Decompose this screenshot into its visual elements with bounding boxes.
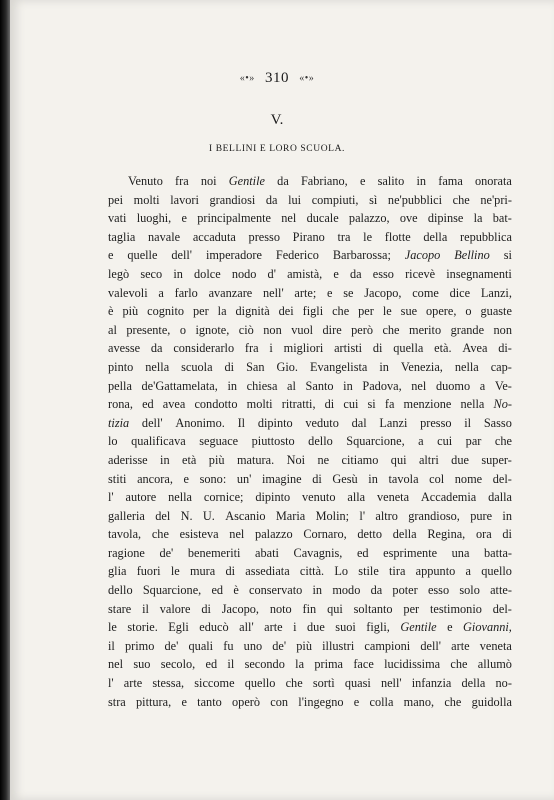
text-line: pei molti lavori grandiosi da lui compiuti, sì ne'pubblici che ne'pri- [108,192,512,207]
text-line: pinto nella scuola di San Gio. Evangelista in Venezia, nella cap- [108,359,512,374]
text-line: l' autore nella cornice; dipinto venuto alla veneta Accademia dalla [108,490,512,505]
text-line: il primo de' quali fu uno de' più illustri campioni dell' arte veneta [108,638,512,653]
text-line: legò seco in dolce nodo d' amistà, e da esso ricevè insegnamenti [108,266,512,281]
text-line: ragione de' benemeriti abati Cavagnis, ed esprimente una batta- [108,545,512,560]
text-line: le storie. Egli educò all' arte i due suoi figli, Gentile e Giovanni, [108,620,512,635]
text-line: stra pittura, e tanto operò con l'ingegno e colla mano, che guidolla [108,694,512,709]
text-line: dello Squarcione, ed è conservato in modo da poter esso solo atte- [108,583,512,598]
text-line: l' arte stessa, siccome quello che sortì quasi nell' infanzia della no- [108,676,512,691]
text-line: avesse da considerarlo fra i migliori artisti di quella età. Avea di- [108,341,512,356]
text-line: aderisse in età più matura. Noi ne citiamo qui altri due super- [108,452,512,467]
text-line: Venuto fra noi Gentile da Fabriano, e salito in fama onorata [128,174,512,188]
section-heading: I BELLINI E LORO SCUOLA. [208,144,346,154]
text-line: stiti ancora, e sono: un' imagine di Gesù in tavola col nome del- [108,471,512,486]
page-header [0,70,554,87]
text-line: nel suo secolo, ed il secondo la prima face lucidissima che allumò [108,657,512,672]
ornament-right: «•» [299,73,315,85]
text-line: al presente, o ignote, ciò non vuol dire però che merito grande non [108,322,512,337]
text-line: lo qualificava seguace piuttosto dello Squarcione, a cui par che [108,434,512,449]
page-number: 310 [265,70,289,86]
text-line: e quelle dell' imperadore Federico Barbarossa; Jacopo Bellino si [108,248,512,263]
body-text [108,172,512,711]
text-line: tizia dell' Anonimo. Il dipinto veduto dal Lanzi presso il Sasso [108,415,512,430]
text-line: galleria del N. U. Ascanio Maria Molin; l' altro grandioso, pure in [108,508,512,523]
text-line: vati luoghi, e principalmente nel ducale palazzo, ove dipinse la bat- [108,211,512,226]
text-line: glia fuori le mura di assediata città. Lo stile tira appunto a quello [108,564,512,579]
text-line: rona, ed avea condotto molti ritratti, di cui si fa menzione nella No- [108,397,512,412]
text-line: stare il valore di Jacopo, noto fin qui soltanto per testimonio del- [108,601,512,616]
chapter-number: V. [270,112,284,128]
text-line: pella de'Gattamelata, in chiesa al Santo in Padova, nel duomo a Ve- [108,378,512,393]
ornament-left: «•» [239,73,255,85]
text-line: valevoli a farlo avanzare nell' arte; e se Jacopo, come dice Lanzi, [108,285,512,300]
text-line: taglia navale accaduta presso Pirano tra le flotte della repubblica [108,229,512,244]
text-line: è più cognito per la dignità dei figli che per le sue opere, o guaste [108,304,512,319]
text-line: tavola, che esisteva nel palazzo Cornaro, detto della Regina, ora di [108,527,512,542]
